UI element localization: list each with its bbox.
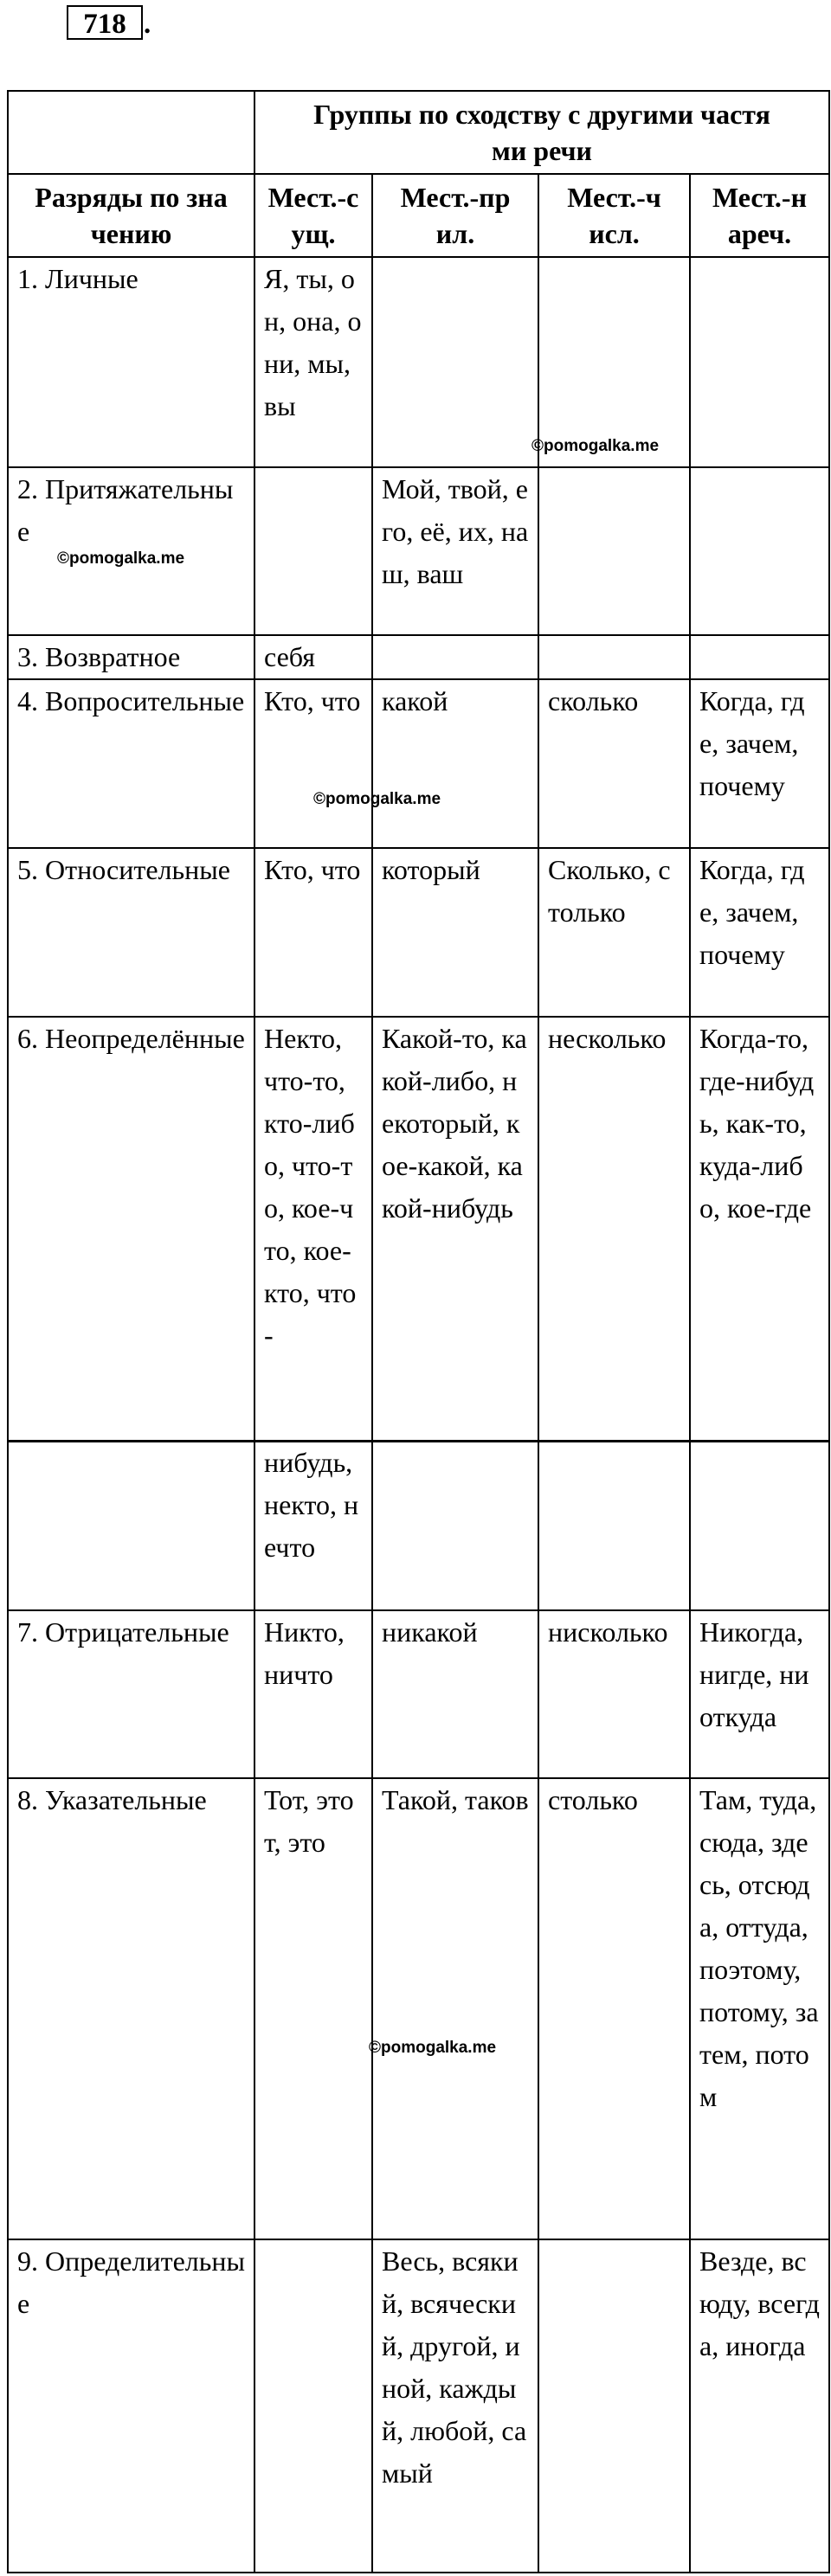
num-cell [538,635,690,679]
adj-cell [372,257,538,467]
noun-cell: Я, ты, он, она, они, мы, вы [254,257,372,467]
num-cell [538,2239,690,2573]
num-cell [538,257,690,467]
table-row [8,1441,829,1610]
header-col-adj: Мест.-прил. [372,174,538,257]
rank-cell [8,1441,254,1610]
num-cell: нисколько [538,1610,690,1778]
header-row-columns [8,174,829,257]
header-rank: Разряды по значению [8,174,254,257]
rank-cell: 7. Отрицательные [8,1610,254,1778]
adj-cell [372,1441,538,1610]
adj-cell: Такой, таков [372,1778,538,2239]
rank-cell: 6. Неопределённые [8,1017,254,1442]
adv-cell: Никогда, нигде, ниоткуда [690,1610,829,1778]
adj-cell [372,635,538,679]
header-col-num: Мест.-числ. [538,174,690,257]
table-row [8,848,829,1017]
num-cell: столько [538,1778,690,2239]
table-row [8,679,829,848]
adj-cell: какой [372,679,538,848]
task-number-text: 718 [83,9,126,40]
rank-cell: 3. Возвратное [8,635,254,679]
adj-cell: никакой [372,1610,538,1778]
rank-cell: 2. Притяжательные [8,467,254,635]
noun-cell: Некто, что-то, кто-либо, что-то, кое-что, кое-кто, что- [254,1017,372,1442]
table-row [8,635,829,679]
rank-cell: 8. Указательные [8,1778,254,2239]
header-col-adv: Мест.-нареч. [690,174,829,257]
task-number-dot: . [144,9,151,40]
adv-cell [690,1441,829,1610]
table-row [8,2239,829,2573]
adv-cell: Везде, всюду, всегда, иногда [690,2239,829,2573]
adj-cell: Весь, всякий, всяческий, другой, иной, каждый, любой, самый [372,2239,538,2573]
watermark: ©pomogalka.me [531,437,660,455]
pronoun-table-part-2 [7,1440,830,2573]
noun-cell [254,2239,372,2573]
noun-cell: Никто, ничто [254,1610,372,1778]
table-row [8,257,829,467]
task-number [67,5,143,40]
num-cell: несколько [538,1017,690,1442]
header-group-title: Группы по сходству с другими частями речи [254,91,829,174]
watermark: ©pomogalka.me [369,2039,497,2057]
num-cell: сколько [538,679,690,848]
table-row [8,1778,829,2239]
adv-cell: Когда, где, зачем, почему [690,679,829,848]
adj-cell: Мой, твой, его, её, их, наш, ваш [372,467,538,635]
pronoun-table-part-1 [7,90,830,1442]
adv-cell: Когда, где, зачем, почему [690,848,829,1017]
noun-cell: нибудь, некто, нечто [254,1441,372,1610]
num-cell [538,467,690,635]
rank-cell: 1. Личные [8,257,254,467]
watermark: ©pomogalka.me [57,549,185,568]
noun-cell: Тот, этот, это [254,1778,372,2239]
adv-cell: Там, туда, сюда, здесь, отсюда, оттуда, поэтому, потому, затем, потом [690,1778,829,2239]
adv-cell [690,257,829,467]
header-empty-cell [8,91,254,174]
adj-cell: который [372,848,538,1017]
header-col-noun: Мест.-сущ. [254,174,372,257]
num-cell [538,1441,690,1610]
noun-cell: Кто, что [254,679,372,848]
watermark: ©pomogalka.me [313,790,441,808]
adv-cell: Когда-то, где-нибудь, как-то, куда-либо, кое-где [690,1017,829,1442]
noun-cell: себя [254,635,372,679]
header-row-groups [8,91,829,174]
noun-cell: Кто, что [254,848,372,1017]
adv-cell [690,467,829,635]
table-row [8,1610,829,1778]
noun-cell [254,467,372,635]
rank-cell: 5. Относительные [8,848,254,1017]
rank-cell: 9. Определительные [8,2239,254,2573]
adv-cell [690,635,829,679]
adj-cell: Какой-то, какой-либо, некоторый, кое-какой, какой-нибудь [372,1017,538,1442]
num-cell: Сколько, столько [538,848,690,1017]
rank-cell: 4. Вопросительные [8,679,254,848]
table-row [8,1017,829,1442]
